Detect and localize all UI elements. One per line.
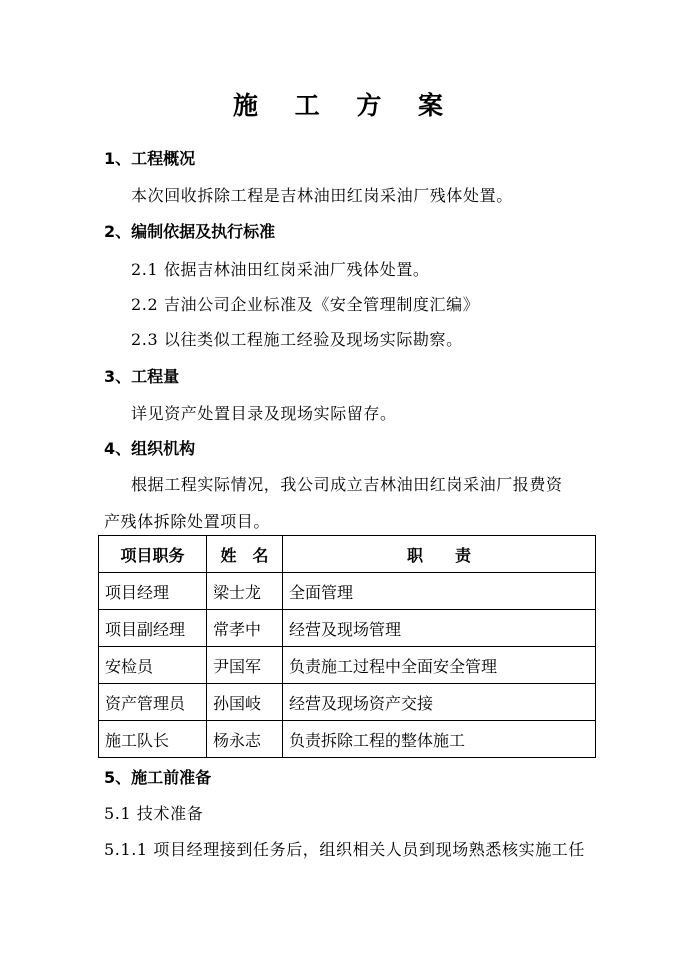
cell-position: 资产管理员 [99,684,207,721]
cell-position: 项目经理 [99,573,207,610]
section-heading-quantity: 3、工程量 [104,367,180,386]
cell-duty: 经营及现场管理 [283,610,596,647]
cell-name: 杨永志 [207,721,283,758]
cell-name: 孙国岐 [207,684,283,721]
preparation-subheading: 5.1 技术准备 [104,804,204,823]
cell-duty: 负责拆除工程的整体施工 [283,721,596,758]
section-heading-preparation: 5、施工前准备 [104,768,212,787]
quantity-text: 详见资产处置目录及现场实际留存。 [131,404,397,423]
section-heading-overview: 1、工程概况 [104,149,196,168]
section-heading-organization: 4、组织机构 [104,439,196,458]
header-name: 姓 名 [207,536,283,573]
cell-position: 施工队长 [99,721,207,758]
cell-position: 安检员 [99,647,207,684]
cell-name: 梁士龙 [207,573,283,610]
basis-item-1: 2.1 依据吉林油田红岗采油厂残体处置。 [131,260,430,279]
overview-text: 本次回收拆除工程是吉林油田红岗采油厂残体处置。 [131,186,513,205]
cell-name: 尹国军 [207,647,283,684]
table-row [99,647,596,684]
cell-name: 常孝中 [207,610,283,647]
header-duty: 职 责 [283,536,596,573]
cell-position: 项目副经理 [99,610,207,647]
header-position: 项目职务 [99,536,207,573]
basis-item-3: 2.3 以往类似工程施工经验及现场实际勘察。 [131,330,463,349]
table-row [99,573,596,610]
cell-duty: 负责施工过程中全面安全管理 [283,647,596,684]
organization-text-line1: 根据工程实际情况，我公司成立吉林油田红岗采油厂报费资 [131,475,563,494]
page-title: 施 工 方 案 [232,91,458,120]
preparation-item: 5.1.1 项目经理接到任务后，组织相关人员到现场熟悉核实施工任 [104,840,585,859]
cell-duty: 经营及现场资产交接 [283,684,596,721]
table-row [99,684,596,721]
cell-duty: 全面管理 [283,573,596,610]
table-row [99,721,596,758]
table-header-row [99,536,596,573]
section-heading-basis: 2、编制依据及执行标准 [104,222,276,241]
organization-table [98,535,596,758]
table-row [99,610,596,647]
basis-item-2: 2.2 吉油公司企业标准及《安全管理制度汇编》 [131,295,480,314]
organization-text-line2: 产残体拆除处置项目。 [104,512,271,531]
